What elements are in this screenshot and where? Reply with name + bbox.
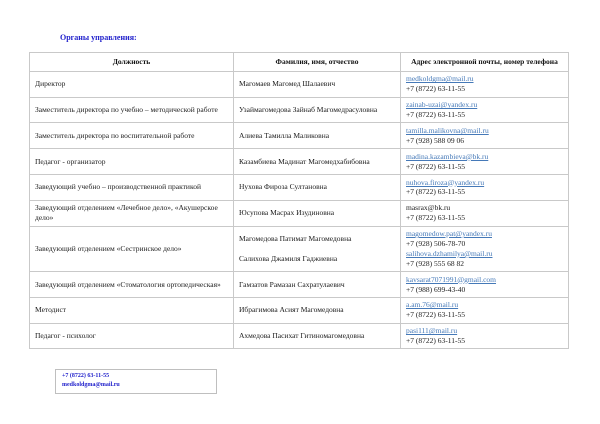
position-cell: Заведующий отделением «Лечебное дело», «Акушерское дело» (30, 200, 234, 226)
table-header (30, 53, 569, 72)
contact-line (406, 74, 563, 84)
position-cell: Педагог - организатор (30, 149, 234, 175)
contact-email-link[interactable]: medkoldgma@mail.ru (62, 382, 120, 388)
person-name: Алиева Тамилла Маликовна (239, 130, 330, 140)
person-name: Юсупова Масрах Изудиновна (239, 208, 335, 218)
contact-phone: +7 (8722) 63-11-55 (62, 373, 110, 379)
name-cell (234, 226, 401, 272)
contact-line (406, 126, 563, 136)
table-row (30, 71, 569, 97)
contact-text: +7 (988) 699-43-40 (406, 284, 466, 294)
contact-line (406, 100, 563, 110)
name-cell (234, 71, 401, 97)
contact-line (406, 275, 563, 285)
name-cell (234, 297, 401, 323)
person-name: Магомедова Патимат Магомедовна (239, 234, 352, 244)
person-name: Салихова Джамиля Гаджиевна (239, 253, 338, 263)
email-link[interactable]: nuhova.firoza@yandex.ru (406, 177, 485, 187)
table-row (30, 323, 569, 349)
table-row (30, 97, 569, 123)
position-cell: Педагог - психолог (30, 323, 234, 349)
page-title: Органы управления: (60, 33, 137, 42)
table-row (30, 175, 569, 201)
contact-cell (401, 123, 569, 149)
header-contacts: Адрес электронной почты, номер телефона (401, 53, 569, 72)
person-name: Гамзатов Рамазан Сахратулаевич (239, 279, 345, 289)
contact-text: +7 (8722) 63-11-55 (406, 213, 465, 223)
contact-cell (401, 149, 569, 175)
contact-cell (401, 297, 569, 323)
contact-text: +7 (928) 506-78-70 (406, 238, 466, 248)
position-cell: Директор (30, 71, 234, 97)
contact-line (406, 152, 563, 162)
email-link[interactable]: magomedow.pat@yandex.ru (406, 229, 492, 239)
position-cell: Заведующий отделением «Стоматология ортопедическая» (30, 272, 234, 298)
header-position: Должность (30, 53, 234, 72)
position-cell: Заместитель директора по учебно – методической работе (30, 97, 234, 123)
management-table (29, 52, 569, 349)
contact-line (406, 229, 563, 239)
name-cell (234, 97, 401, 123)
person-name: Узаймагомедова Зайнаб Магомедрасуловна (239, 105, 378, 115)
contact-line (406, 326, 563, 336)
person-name: Казамбиева Мадинат Магомедхабибовна (239, 156, 370, 166)
contact-cell (401, 175, 569, 201)
person-name: Нухова Фироза Султановна (239, 182, 327, 192)
email-link[interactable]: a.am.76@mail.ru (406, 300, 459, 310)
email-link[interactable]: tamilla.malikovna@mail.ru (406, 125, 489, 135)
contact-cell (401, 323, 569, 349)
contact-text: +7 (8722) 63-11-55 (406, 110, 465, 120)
person-name: Ахмедова Пасихат Гитиномагомедовна (239, 331, 365, 341)
table-row (30, 200, 569, 226)
name-cell (234, 200, 401, 226)
contact-text: +7 (928) 555 68 82 (406, 258, 464, 268)
name-spacer (239, 244, 395, 254)
table-row (30, 297, 569, 323)
name-cell (234, 123, 401, 149)
table-row (30, 123, 569, 149)
contact-text: +7 (8722) 63-11-55 (406, 187, 465, 197)
contact-text: +7 (8722) 63-11-55 (406, 336, 465, 346)
contact-text: +7 (8722) 63-11-55 (406, 84, 465, 94)
header-full-name: Фамилия, имя, отчество (234, 53, 401, 72)
contact-text: masrax@bk.ru (406, 203, 451, 213)
name-cell (234, 272, 401, 298)
contact-line (406, 249, 563, 259)
person-name: Ибрагимова Асият Магомедовна (239, 305, 344, 315)
email-link[interactable]: medkoldgma@mail.ru (406, 74, 474, 84)
email-link[interactable]: madina.kazambieva@bk.ru (406, 151, 489, 161)
contact-line (406, 178, 563, 188)
name-cell (234, 175, 401, 201)
contact-cell (401, 71, 569, 97)
table-row (30, 149, 569, 175)
contact-cell (401, 272, 569, 298)
name-cell (234, 323, 401, 349)
position-cell: Заместитель директора по воспитательной работе (30, 123, 234, 149)
position-cell: Заведующий отделением «Сестринское дело» (30, 226, 234, 272)
contact-info-box (55, 369, 217, 394)
email-link[interactable]: zainab-uzai@yandex.ru (406, 100, 478, 110)
table-row (30, 226, 569, 272)
contact-text: +7 (8722) 63-11-55 (406, 310, 465, 320)
table-row (30, 272, 569, 298)
person-name: Магомаев Магомед Шалаевич (239, 79, 336, 89)
contact-cell (401, 226, 569, 272)
email-link[interactable]: salihova.dzhamilya@mail.ru (406, 248, 493, 258)
position-cell: Заведующий учебно – производственной практикой (30, 175, 234, 201)
contact-cell (401, 97, 569, 123)
position-cell: Методист (30, 297, 234, 323)
name-cell (234, 149, 401, 175)
contact-text: +7 (8722) 63-11-55 (406, 161, 465, 171)
contact-text: +7 (928) 588 09 06 (406, 135, 464, 145)
email-link[interactable]: pasi111@mail.ru (406, 326, 458, 336)
org-table-body (30, 71, 569, 349)
contact-cell (401, 200, 569, 226)
contact-line (406, 300, 563, 310)
email-link[interactable]: kavsarat7071991@gmail.com (406, 274, 497, 284)
